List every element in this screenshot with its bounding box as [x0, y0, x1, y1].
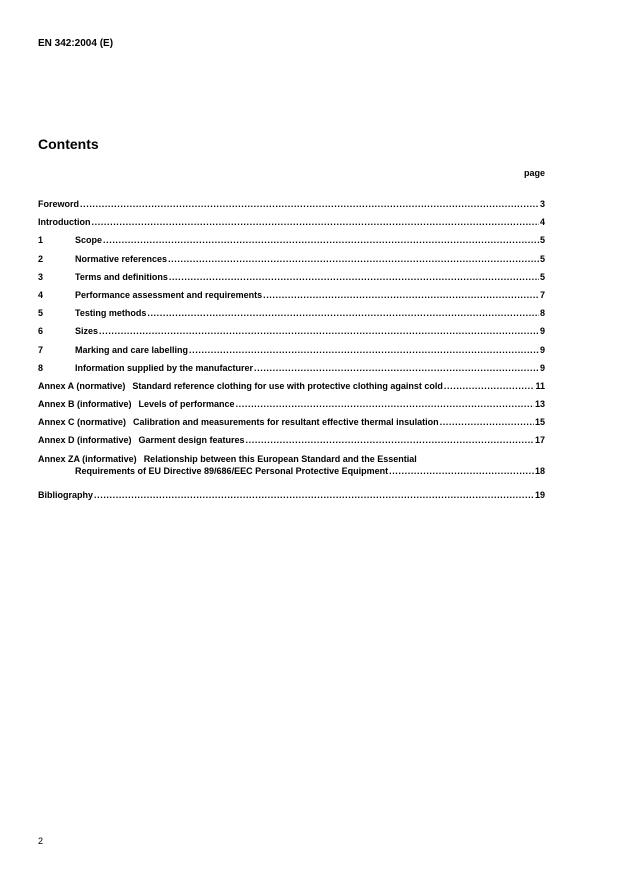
toc-entry-page: 11 [535, 380, 545, 391]
toc-entry-number: 7 [38, 344, 44, 355]
dot-leader [103, 234, 539, 246]
dot-leader [263, 289, 539, 301]
toc-entry-label [38, 434, 245, 446]
dot-leader [168, 253, 539, 265]
toc-entry-label: Normative references [75, 253, 168, 264]
toc-entry-label: Terms and definitions [75, 271, 168, 282]
toc-entry-continuation [75, 465, 545, 477]
annex-title: Levels of performance [138, 399, 235, 410]
toc-entry-label: Information supplied by the manufacturer [75, 362, 254, 373]
toc-entry-number: 6 [38, 326, 44, 337]
toc-entry-page: 17 [534, 435, 545, 446]
page-number: 2 [38, 836, 44, 846]
toc-entry-marking-and-care-labelling[interactable] [38, 344, 545, 362]
toc-entry-annex-a[interactable] [38, 380, 545, 398]
dot-leader [440, 416, 534, 428]
annex-title-line2: Requirements of EU Directive 89/686/EEC Personal Protective Equipment [75, 465, 389, 476]
toc-entry-number: 8 [38, 362, 44, 373]
toc-entry-page: 3 [539, 199, 545, 209]
annex-title: Relationship between this European Standard and the Essential [143, 453, 417, 464]
toc-entry-page: 15 [534, 417, 545, 428]
toc-entry-label: Sizes [75, 326, 99, 337]
toc-entry-label [38, 416, 439, 428]
dot-leader [389, 465, 534, 477]
toc-entry-normative-references[interactable] [38, 253, 545, 271]
annex-designation: Annex B (informative) [38, 399, 132, 410]
dot-leader [444, 380, 535, 392]
dot-leader [246, 434, 534, 446]
dot-leader [189, 344, 539, 356]
toc-entry-label: Testing methods [75, 308, 147, 319]
dot-leader [92, 216, 539, 228]
toc-entry-label: Marking and care labelling [75, 344, 189, 355]
dot-leader [169, 271, 539, 283]
toc-entry-terms-and-definitions[interactable] [38, 271, 545, 289]
toc-entry-testing-methods[interactable] [38, 307, 545, 325]
toc-entry-number: 2 [38, 253, 44, 264]
toc-entry-page: 18 [534, 465, 545, 476]
toc-entry-page: 9 [539, 362, 545, 373]
toc-entry-label [38, 380, 443, 392]
annex-designation: Annex ZA (informative) [38, 453, 137, 464]
toc-entry-page: 9 [539, 344, 545, 355]
annex-title: Calibration and measurements for resultant effective thermal insulation [133, 417, 439, 428]
toc-entry-page: 4 [539, 217, 545, 228]
toc-entry-annex-b[interactable] [38, 398, 545, 416]
annex-designation: Annex C (normative) [38, 417, 127, 428]
dot-leader [236, 398, 534, 410]
toc-entry-annex-za[interactable] [38, 453, 545, 489]
toc-entry-page: 7 [539, 289, 545, 300]
page-column-label: page [523, 168, 545, 178]
annex-designation: Annex A (normative) [38, 380, 126, 391]
toc-entry-label [38, 398, 235, 410]
toc-entry-foreword[interactable] [38, 198, 545, 216]
toc-entry-label: Scope [75, 235, 103, 246]
toc-entry-page: 8 [539, 308, 545, 319]
toc-entry-sizes[interactable] [38, 325, 545, 343]
toc-entry-number: 4 [38, 289, 44, 300]
toc-entry-number: 3 [38, 271, 44, 282]
toc-entry-label: Foreword [38, 199, 80, 209]
annex-title: Standard reference clothing for use with protective clothing against cold [132, 380, 443, 391]
toc-entry-label: Bibliography [38, 489, 94, 500]
toc-entry-introduction[interactable] [38, 216, 545, 234]
dot-leader [80, 198, 539, 210]
toc-entry-annex-c[interactable] [38, 416, 545, 434]
toc-entry-performance-assessment[interactable] [38, 289, 545, 307]
toc-entry-label [38, 453, 417, 465]
annex-title: Garment design features [138, 435, 245, 446]
toc-entry-page: 19 [534, 489, 545, 500]
toc-entry-number: 1 [38, 235, 44, 246]
toc-entry-page: 9 [539, 326, 545, 337]
toc-entry-page: 5 [539, 235, 545, 246]
dot-leader [254, 362, 539, 374]
toc-entry-page: 13 [534, 399, 545, 410]
toc-entry-label: Introduction [38, 217, 91, 228]
table-of-contents [38, 198, 545, 507]
toc-entry-page: 5 [539, 271, 545, 282]
toc-entry-annex-d[interactable] [38, 434, 545, 452]
page-title: Contents [38, 136, 99, 152]
dot-leader [94, 489, 534, 501]
dot-leader [147, 307, 539, 319]
document-id: EN 342:2004 (E) [38, 38, 114, 49]
toc-entry-bibliography[interactable] [38, 489, 545, 507]
annex-designation: Annex D (informative) [38, 435, 132, 446]
toc-entry-label: Performance assessment and requirements [75, 289, 263, 300]
toc-entry-page: 5 [539, 253, 545, 264]
toc-entry-scope[interactable] [38, 234, 545, 252]
toc-entry-information-supplied[interactable] [38, 362, 545, 380]
dot-leader [99, 325, 539, 337]
toc-entry-number: 5 [38, 308, 44, 319]
